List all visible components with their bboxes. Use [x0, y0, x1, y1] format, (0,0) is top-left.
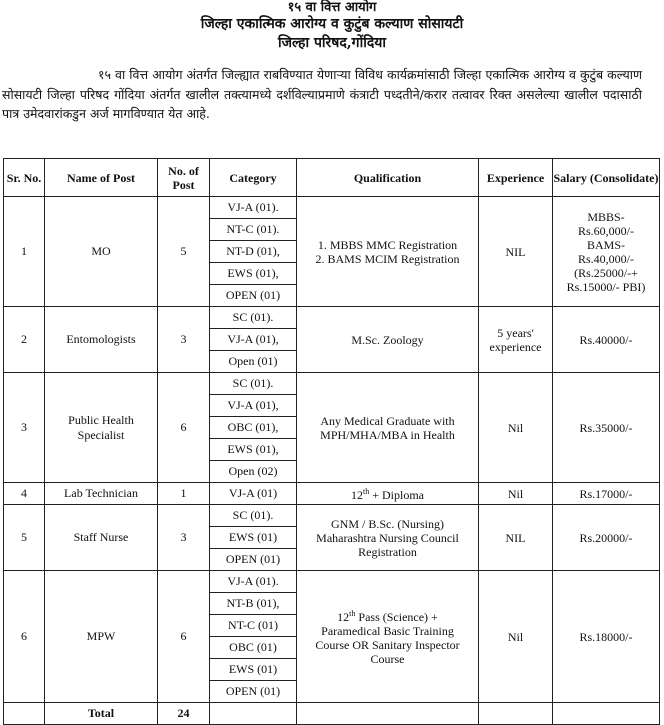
experience-cell: NIL [479, 505, 553, 571]
table-row [4, 571, 660, 703]
salary-line: Rs.20000/- [579, 530, 633, 545]
header-line-3: जिल्हा परिषद,गोंदिया [278, 35, 386, 51]
category-item: Open (01) [210, 350, 296, 372]
qualification-line: MPH/MHA/MBA in Health [320, 427, 455, 442]
intro-paragraph: १५ वा वित्त आयोग अंतर्गत जिल्ह्यात राबविण्यात येणाऱ्या विविध कार्यक्रमांसाठी जिल्हा एकात्मिक आरोग्य व कुटुंब कल्याण सोसायटी जिल्हा परिषद गोंदिया अंतर्गत खालील तक्त्यामध्ये दर्शविल्याप्रमाणे कंत्राटी पध्दतीने/करार तत्वावर रिक्त असलेल्या खालील पदासाठी पात्र उमेदवारांकडुन अर्ज मागविण्यात येत आहे. [2, 67, 642, 121]
qualification-line: M.Sc. Zoology [351, 332, 424, 347]
salary-cell [553, 373, 660, 483]
salary-line: (Rs.25000/-+ [574, 265, 638, 280]
qualification-line: GNM / B.Sc. (Nursing) [331, 516, 444, 531]
salary-line: Rs.15000/- PBI) [566, 279, 646, 294]
sr-cell: 2 [4, 307, 45, 373]
total-row [4, 703, 660, 725]
post-name-cell: Staff Nurse [45, 505, 158, 571]
category-item: EWS (01), [210, 262, 296, 284]
post-count-cell: 6 [158, 373, 210, 483]
sr-cell: 6 [4, 571, 45, 703]
salary-line: BAMS- [586, 237, 625, 252]
qualification-cell [297, 373, 479, 483]
qualification-cell [297, 307, 479, 373]
post-count-cell: 3 [158, 505, 210, 571]
table-row [4, 197, 660, 307]
total-value: 24 [158, 703, 210, 725]
col-qualification: Qualification [297, 159, 479, 197]
sr-cell: 4 [4, 483, 45, 505]
experience-cell: Nil [479, 373, 553, 483]
salary-line: MBBS- [587, 209, 625, 224]
salary-line: Rs.18000/- [579, 629, 633, 644]
qualification-line: Paramedical Basic Training [321, 624, 454, 638]
category-item: OPEN (01) [210, 548, 296, 570]
qualification-line: Maharashtra Nursing Council [316, 530, 459, 545]
table-header-row [4, 159, 660, 197]
salary-cell [553, 571, 660, 703]
category-item: OPEN (01) [210, 680, 296, 702]
qualification-line: 12th + Diploma [351, 487, 424, 502]
experience-cell: Nil [479, 571, 553, 703]
post-name-cell: Public Health Specialist [45, 373, 158, 483]
sr-cell: 3 [4, 373, 45, 483]
qualification-line: 1. MBBS MMC Registration [317, 237, 458, 252]
sr-cell: 5 [4, 505, 45, 571]
category-item: EWS (01) [210, 526, 296, 548]
col-salary: Salary (Consolidate) [553, 159, 660, 197]
category-item: SC (01). [232, 376, 274, 390]
category-item: VJ-A (01), [210, 328, 296, 350]
qualification-line: Any Medical Graduate with [320, 413, 455, 428]
category-item: NT-C (01) [210, 614, 296, 636]
col-post: Name of Post [45, 159, 158, 197]
post-name-cell: Entomologists [45, 307, 158, 373]
category-item: VJ-A (01). [227, 574, 279, 588]
category-cell [210, 307, 297, 373]
posts-table [3, 158, 660, 725]
col-count: No. of Post [158, 159, 210, 197]
category-cell [210, 483, 297, 505]
qualification-line: 2. BAMS MCIM Registration [315, 251, 460, 266]
experience-cell: NIL [479, 197, 553, 307]
salary-cell [553, 197, 660, 307]
header-line-2: जिल्हा एकात्मिक आरोग्य व कुटुंब कल्याण सोसायटी [200, 16, 464, 32]
header-line-1: १५ वा वित्त आयोग [287, 0, 377, 15]
category-item: VJ-A (01), [210, 394, 296, 416]
category-item: EWS (01), [210, 438, 296, 460]
salary-line: Rs.40000/- [579, 332, 633, 347]
salary-line: Rs.60,000/- [577, 223, 634, 238]
category-item: VJ-A (01). [227, 200, 279, 214]
salary-cell [553, 505, 660, 571]
category-item: NT-B (01), [210, 592, 296, 614]
salary-line: Rs.40,000/- [577, 251, 634, 266]
salary-cell [553, 483, 660, 505]
post-name-cell: Lab Technician [45, 483, 158, 505]
post-count-cell: 6 [158, 571, 210, 703]
qualification-line: Course OR Sanitary Inspector [315, 638, 460, 652]
col-category: Category [210, 159, 297, 197]
category-item: OBC (01), [210, 416, 296, 438]
category-item: EWS (01) [210, 658, 296, 680]
post-name-cell: MPW [45, 571, 158, 703]
qualification-line: Registration [358, 544, 417, 559]
qualification-cell [297, 571, 479, 703]
sr-cell: 1 [4, 197, 45, 307]
salary-line: Rs.35000/- [579, 420, 633, 435]
category-cell [210, 373, 297, 483]
table-row [4, 373, 660, 483]
category-item: SC (01). [232, 310, 274, 324]
qualification-line: Course [370, 652, 405, 666]
table-row [4, 483, 660, 505]
table-row [4, 505, 660, 571]
post-name-cell: MO [45, 197, 158, 307]
category-cell [210, 571, 297, 703]
category-item: NT-D (01), [210, 240, 296, 262]
qualification-cell [297, 197, 479, 307]
category-cell [210, 197, 297, 307]
post-count-cell: 1 [158, 483, 210, 505]
category-item: Open (02) [210, 460, 296, 482]
qualification-cell [297, 483, 479, 505]
experience-cell: 5 years' experience [479, 307, 553, 373]
post-count-cell: 5 [158, 197, 210, 307]
experience-cell: Nil [479, 483, 553, 505]
qualification-line: 12th Pass (Science) + [337, 609, 438, 624]
category-item: SC (01). [232, 508, 274, 522]
table-row [4, 307, 660, 373]
salary-line: Rs.17000/- [579, 486, 633, 501]
category-cell [210, 505, 297, 571]
total-label: Total [45, 703, 158, 725]
category-item: NT-C (01). [210, 218, 296, 240]
col-sr: Sr. No. [4, 159, 45, 197]
category-item: OPEN (01) [210, 284, 296, 306]
category-item: OBC (01) [210, 636, 296, 658]
col-experience: Experience [479, 159, 553, 197]
post-count-cell: 3 [158, 307, 210, 373]
salary-cell [553, 307, 660, 373]
category-item: VJ-A (01) [228, 486, 278, 500]
qualification-cell [297, 505, 479, 571]
